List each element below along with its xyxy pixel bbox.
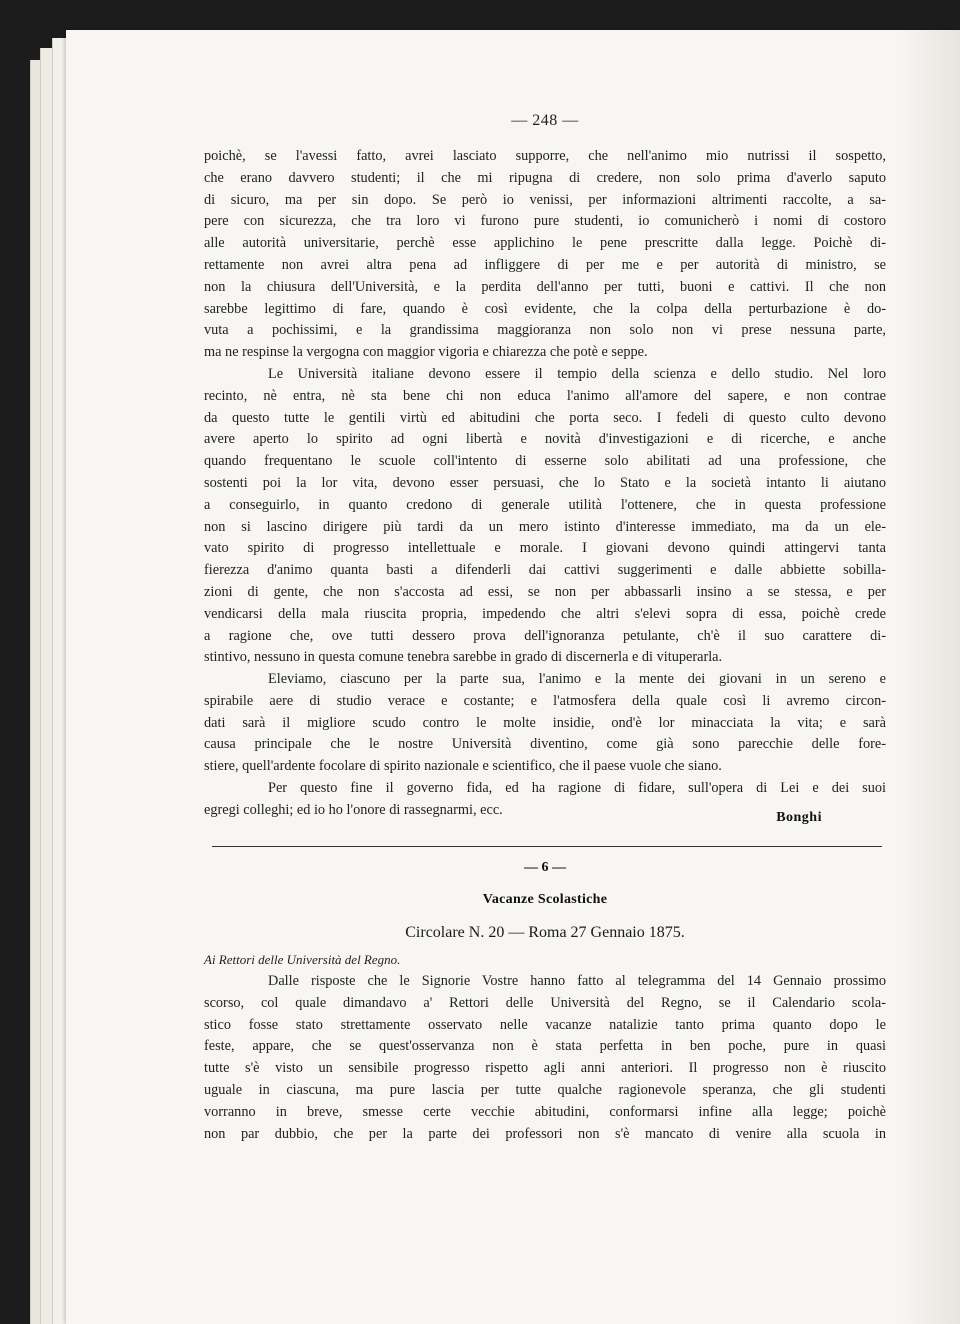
text-line: non la chiusura dell'Università, e la perdita dell'anno per tutti, buoni e cattivi. Il che non [204, 278, 886, 295]
text-line: Per questo fine il governo fida, ed ha ragione di fidare, sull'opera di Lei e dei suoi [268, 780, 886, 796]
text-line: sarebbe legittimo di fare, quando è così evidente, che la colpa della perturbazione è do- [204, 300, 886, 317]
page-shadow [900, 30, 960, 1324]
text-line: che erano davvero studenti; il che mi ripugna di credere, non solo prima d'averlo saputo [204, 169, 886, 186]
paragraph-3 [204, 669, 886, 778]
text-line: stintivo, nessuno in questa comune tenebra sarebbe in grado di discernerla e di vituperarla. [204, 649, 723, 666]
text-line: a ragione che, ove tutti dessero prova dell'ignoranza petulante, ch'è il suo carattere di- [204, 627, 886, 644]
circular-heading: Circolare N. 20 — Roma 27 Gennaio 1875. [405, 924, 685, 941]
text-line: Le Università italiane devono essere il tempio della scienza e dello studio. Nel loro [268, 366, 886, 382]
text-line: vendicarsi della mala riuscita propria, impedendo che altri s'elevi sopra di essa, poichè crede [204, 605, 886, 622]
text-line: Dalle risposte che le Signorie Vostre hanno fatto al telegramma del 14 Gennaio prossimo [268, 973, 886, 989]
text-line: da questo tutte le gentili virtù ed abitudini che porta seco. I fedeli di questo culto devono [204, 409, 886, 426]
paragraph-circular [204, 971, 886, 1145]
text-line: quando frequentano le scuole coll'intento di esserne solo abilitati ad una professione, che [204, 453, 886, 470]
text-line: stiere, quell'ardente focolare di spirito nazionale e scientifico, che il paese vuole che siano. [204, 758, 722, 775]
text-line: avere aperto lo spirito ad ogni libertà e novità d'investigazioni e di ricerche, e anche [204, 431, 886, 448]
text-line: zioni di gente, che non s'accosta ad essi, se non per abbassarli insino a se stessa, e per [204, 583, 886, 600]
text-line: alle autorità universitarie, perchè esse applichino le pene prescritte dalla legge. Poichè di- [204, 235, 886, 252]
text-line: ma ne respinse la vergogna con maggior vigoria e chiarezza che potè e seppe. [204, 344, 648, 361]
text-line: rettamente non avrei altra pena ad infliggere di per me e per autorità di ministro, se [204, 256, 886, 273]
text-line: tutte s'è visto un sensibile progresso rispetto agli anni anteriori. Il progresso non è riuscito [204, 1060, 886, 1077]
signature: Bonghi [776, 810, 822, 825]
text-line: feste, appare, che se quest'osservanza non è stata perfetta in ben poche, pure in quasi [204, 1038, 886, 1055]
addressee-line: Ai Rettori delle Università del Regno. [204, 952, 401, 967]
section-title: Vacanze Scolastiche [482, 892, 608, 907]
text-line: non par dubbio, che per la parte dei professori non s'è mancato di venire alla scuola in [204, 1125, 886, 1142]
text-line: dati sarà il migliore scudo contro le molte insidie, ond'è lor minacciata la vita; e sarà [204, 714, 886, 731]
text-line: a conseguirlo, in quanto credono di generale utilità l'ottenere, che in questa professione [204, 496, 886, 513]
text-line: vorranno in breve, smesse certe vecchie abitudini, conformarsi infine alla legge; poichè [204, 1103, 886, 1120]
text-line: di sicuro, ma per sin dopo. Se però io venissi, per informazioni altrimenti raccolte, a sa- [204, 191, 886, 208]
paragraph-1 [204, 146, 886, 364]
text-line: fierezza d'animo quanta basti a difenderli dai cattivi suggerimenti e dalle abbiette sobilla- [204, 562, 886, 579]
text-line: vato spirito di progresso intellettuale e morale. I giovani devono quindi attingervi tanta [204, 540, 886, 557]
text-line: egregi colleghi; ed io ho l'onore di rassegnarmi, ecc. [204, 801, 503, 818]
text-line: vuta a pochissimi, e la grandissima maggioranza non solo non vi prese nessuna parte, [204, 322, 886, 339]
text-line: spirabile aere di studio verace e costante; e l'atmosfera della quale così li avremo circon- [204, 692, 886, 709]
text-line: poichè, se l'avessi fatto, avrei lasciato supporre, che nell'animo mio nutrissi il sospetto, [204, 148, 886, 164]
text-line: non si lascino dirigere più tardi da un mero istinto d'interesse immediato, ma da un ele- [204, 518, 886, 535]
section-divider [212, 846, 882, 847]
text-line: sostenti poi la lor vita, devono esser persuasi, che lo Stato e la società intanto li aiutano [204, 474, 886, 491]
text-line: uguale in ciascuna, ma pure lascia per tutte qualche ragionevole speranza, che gli studenti [204, 1081, 886, 1098]
text-line: pere con sicurezza, che tra loro vi furono pure studenti, io comunicherò i nomi di costoro [204, 213, 886, 230]
text-line: scorso, col quale dimandavo a' Rettori delle Università del Regno, se il Calendario scola- [204, 994, 886, 1011]
paragraph-2 [204, 364, 886, 669]
text-line: stico fosse stato strettamente osservato nelle vacanze natalizie tanto prima quanto dopo le [204, 1016, 886, 1033]
text-line: causa principale che le nostre Università diventino, come già sono parecchie delle fore- [204, 736, 886, 753]
text-line: recinto, nè entra, nè sta bene chi non educa l'animo all'amore del sapere, e non contrae [204, 387, 886, 404]
section-number: — 6 — [524, 860, 566, 875]
page-number: — 248 — [511, 112, 579, 129]
text-line: Eleviamo, ciascuno per la parte sua, l'animo e la mente dei giovani in un sereno e [268, 671, 886, 687]
